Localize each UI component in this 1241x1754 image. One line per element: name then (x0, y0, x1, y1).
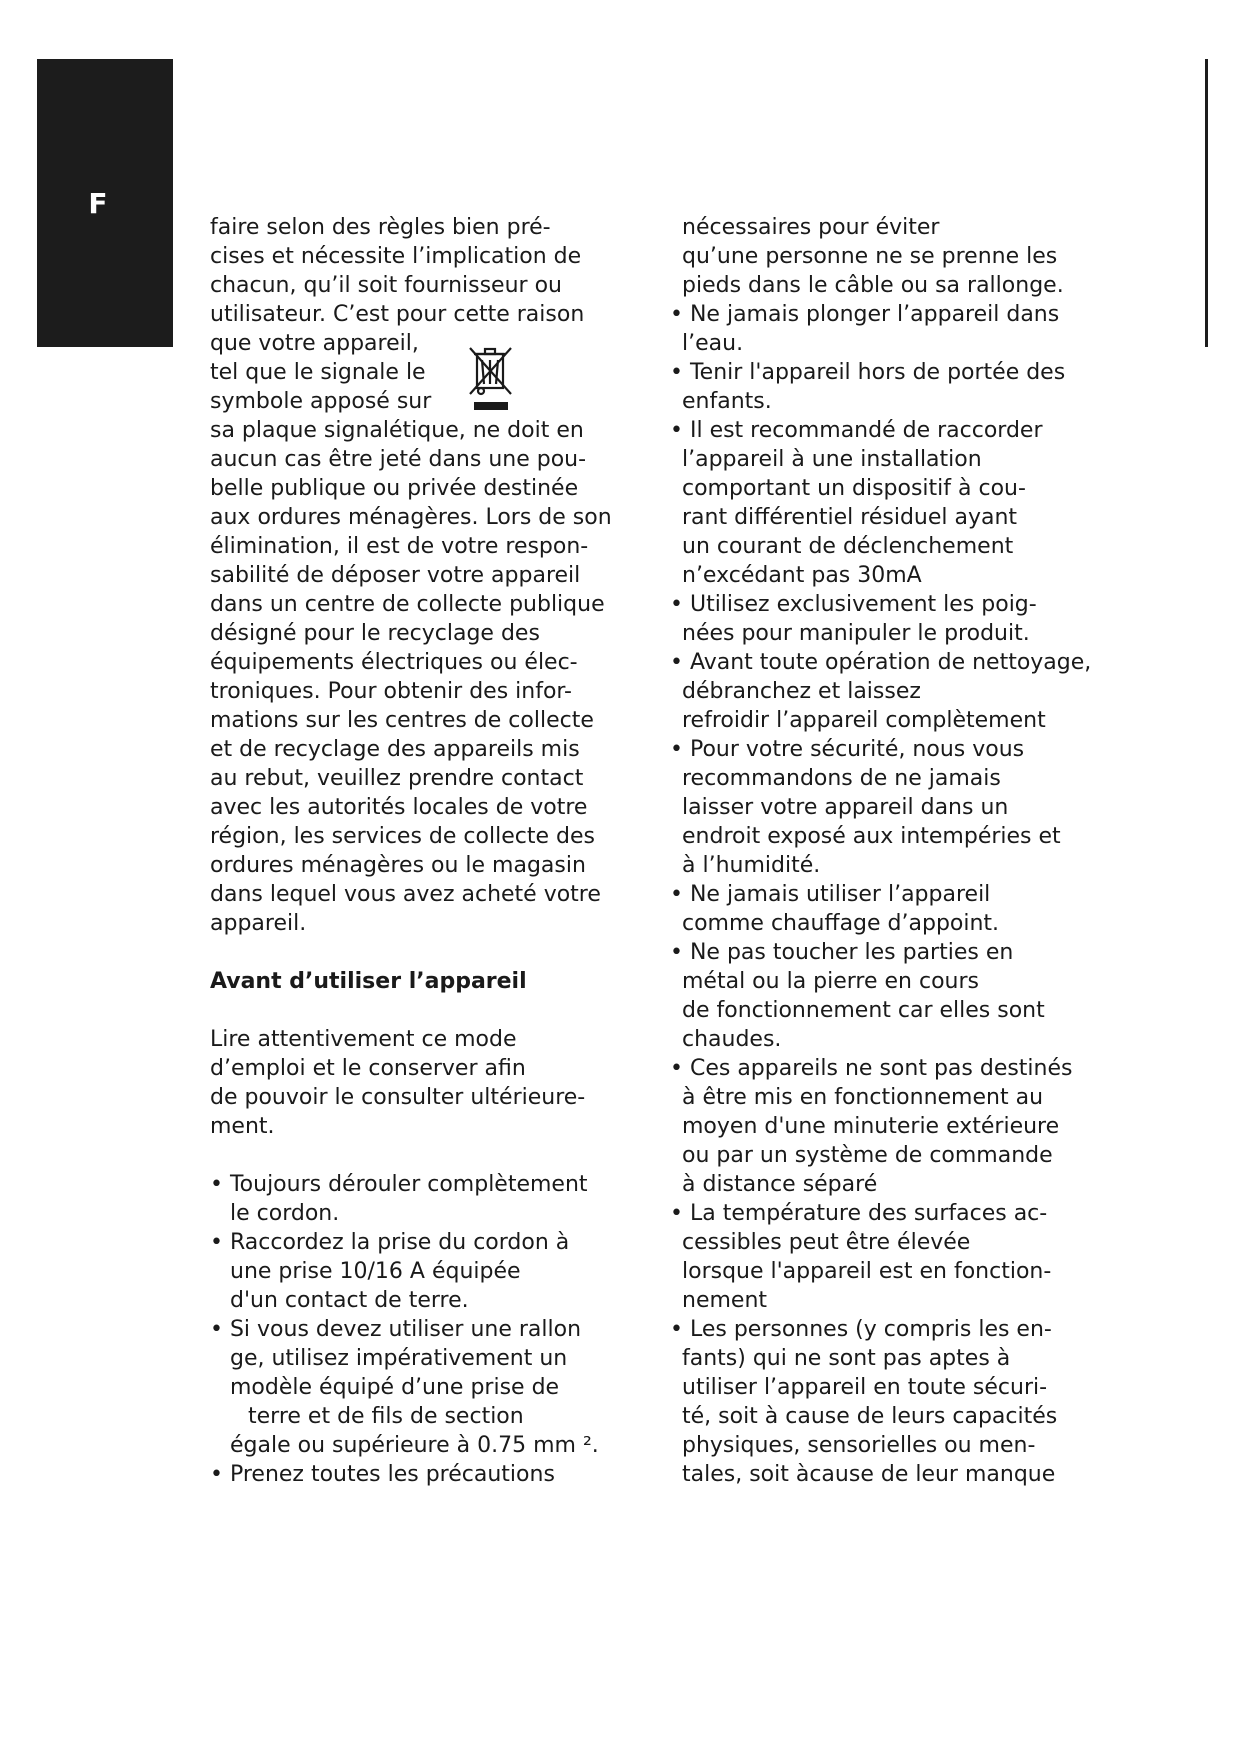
text-line: Lire attentivement ce mode (210, 1027, 517, 1052)
paragraph-gap (210, 996, 610, 1025)
bullet-continuation: métal ou la pierre en cours (682, 969, 979, 994)
bullet-continuation: comportant un dispositif à cou- (682, 476, 1026, 501)
bullet-continuation: à être mis en fonctionnement au (682, 1085, 1044, 1110)
text-line: désigné pour le recyclage des (210, 621, 540, 646)
bullet-continuation: à distance séparé (682, 1172, 878, 1197)
bullet-continuation: à l’humidité. (682, 853, 821, 878)
text-line: troniques. Pour obtenir des infor- (210, 679, 572, 704)
bullet-continuation: nement (682, 1288, 768, 1313)
text-line: et de recyclage des appareils mis (210, 737, 580, 762)
bullet-continuation: une prise 10/16 A équipée (230, 1259, 521, 1284)
bullet-continuation: égale ou supérieure à 0.75 mm ². (230, 1433, 599, 1458)
bullet-continuation: lorsque l'appareil est en fonction- (682, 1259, 1052, 1284)
bullet-line: • Ne jamais utiliser l’appareil (670, 882, 991, 907)
text-line: avec les autorités locales de votre (210, 795, 588, 820)
bullet-continuation: laisser votre appareil dans un (682, 795, 1009, 820)
bullet-line: • Ne jamais plonger l’appareil dans (670, 302, 1060, 327)
bullet-continuation: enfants. (682, 389, 772, 414)
bullet-line: • La température des surfaces ac- (670, 1201, 1048, 1226)
section-heading: Avant d’utiliser l’appareil (210, 969, 527, 994)
text-line: au rebut, veuillez prendre contact (210, 766, 584, 791)
bullet-continuation: n’excédant pas 30mA (682, 563, 922, 588)
paragraph-gap (210, 938, 610, 967)
bullet-line: • Ne pas toucher les parties en (670, 940, 1014, 965)
bullet-continuation: refroidir l’appareil complètement (682, 708, 1046, 733)
bullet-continuation: modèle équipé d’une prise de (230, 1375, 560, 1400)
bullet-continuation: chaudes. (682, 1027, 782, 1052)
bullet-continuation: té, soit à cause de leurs capacités (682, 1404, 1058, 1429)
bullet-line: • Toujours dérouler complètement (210, 1172, 588, 1197)
text-line: élimination, il est de votre respon- (210, 534, 589, 559)
text-line: aux ordures ménagères. Lors de son (210, 505, 612, 530)
text-line: mations sur les centres de collecte (210, 708, 594, 733)
left-column (210, 213, 610, 1489)
bullet-continuation: physiques, sensorielles ou men- (682, 1433, 1036, 1458)
bullet-line: • Les personnes (y compris les en- (670, 1317, 1052, 1342)
text-line: ment. (210, 1114, 275, 1139)
text-line: dans un centre de collecte publique (210, 592, 605, 617)
right-column (670, 213, 1090, 1489)
bullet-continuation: utiliser l’appareil en toute sécuri- (682, 1375, 1048, 1400)
text-line: appareil. (210, 911, 307, 936)
text-line: sa plaque signalétique, ne doit en (210, 418, 584, 443)
bullet-continuation: le cordon. (230, 1201, 340, 1226)
text-line: cises et nécessite l’implication de (210, 244, 582, 269)
bullet-continuation: un courant de déclenchement (682, 534, 1014, 559)
bullet-line: • Utilisez exclusivement les poig- (670, 592, 1037, 617)
text-line: faire selon des règles bien pré- (210, 215, 551, 240)
bullet-continuation: tales, soit àcause de leur manque (682, 1462, 1056, 1487)
text-line: dans lequel vous avez acheté votre (210, 882, 601, 907)
bullet-line: • Pour votre sécurité, nous vous (670, 737, 1025, 762)
bullet-continuation: d'un contact de terre. (230, 1288, 469, 1313)
text-line: de pouvoir le consulter ultérieure- (210, 1085, 586, 1110)
bullet-line: • Prenez toutes les précautions (210, 1462, 555, 1487)
language-letter: F (88, 187, 108, 220)
bullet-continuation: l’eau. (682, 331, 744, 356)
text-line: symbole apposé sur (210, 389, 432, 414)
text-line: utilisateur. C’est pour cette raison (210, 302, 585, 327)
bullet-continuation: endroit exposé aux intempéries et (682, 824, 1061, 849)
text-line: aucun cas être jeté dans une pou- (210, 447, 587, 472)
bullet-continuation: recommandons de ne jamais (682, 766, 1001, 791)
bullet-continuation: débranchez et laissez (682, 679, 921, 704)
bullet-continuation: terre et de fils de section (248, 1404, 524, 1429)
text-line: chacun, qu’il soit fournisseur ou (210, 273, 562, 298)
weee-crossed-bin-icon (467, 344, 515, 414)
text-line: équipements électriques ou élec- (210, 650, 578, 675)
bullet-line: • Ces appareils ne sont pas destinés (670, 1056, 1073, 1081)
text-line: région, les services de collecte des (210, 824, 595, 849)
bullet-continuation: fants) qui ne sont pas aptes à (682, 1346, 1011, 1371)
text-line: ordures ménagères ou le magasin (210, 853, 586, 878)
bullet-continuation: nécessaires pour éviter (682, 215, 940, 240)
bullet-continuation: qu’une personne ne se prenne les (682, 244, 1058, 269)
text-line: belle publique ou privée destinée (210, 476, 579, 501)
bullet-continuation: de fonctionnement car elles sont (682, 998, 1045, 1023)
bullet-continuation: l’appareil à une installation (682, 447, 982, 472)
bullet-continuation: ge, utilisez impérativement un (230, 1346, 568, 1371)
text-line: d’emploi et le conserver afin (210, 1056, 526, 1081)
bullet-line: • Raccordez la prise du cordon à (210, 1230, 570, 1255)
text-line: sabilité de déposer votre appareil (210, 563, 581, 588)
text-line: tel que le signale le (210, 360, 426, 385)
bullet-continuation: ou par un système de commande (682, 1143, 1053, 1168)
language-tab (37, 59, 173, 347)
bullet-continuation: moyen d'une minuterie extérieure (682, 1114, 1060, 1139)
paragraph-gap (210, 1141, 610, 1170)
bullet-line: • Il est recommandé de raccorder (670, 418, 1043, 443)
text-line: que votre appareil, (210, 331, 419, 356)
bullet-continuation: rant différentiel résiduel ayant (682, 505, 1018, 530)
bullet-continuation: pieds dans le câble ou sa rallonge. (682, 273, 1064, 298)
right-margin-rule (1205, 59, 1208, 347)
bullet-line: • Avant toute opération de nettoyage, (670, 650, 1092, 675)
bullet-line: • Tenir l'appareil hors de portée des (670, 360, 1066, 385)
bullet-continuation: cessibles peut être élevée (682, 1230, 971, 1255)
bullet-line: • Si vous devez utiliser une rallon (210, 1317, 582, 1342)
bullet-continuation: nées pour manipuler le produit. (682, 621, 1030, 646)
bullet-continuation: comme chauffage d’appoint. (682, 911, 1000, 936)
